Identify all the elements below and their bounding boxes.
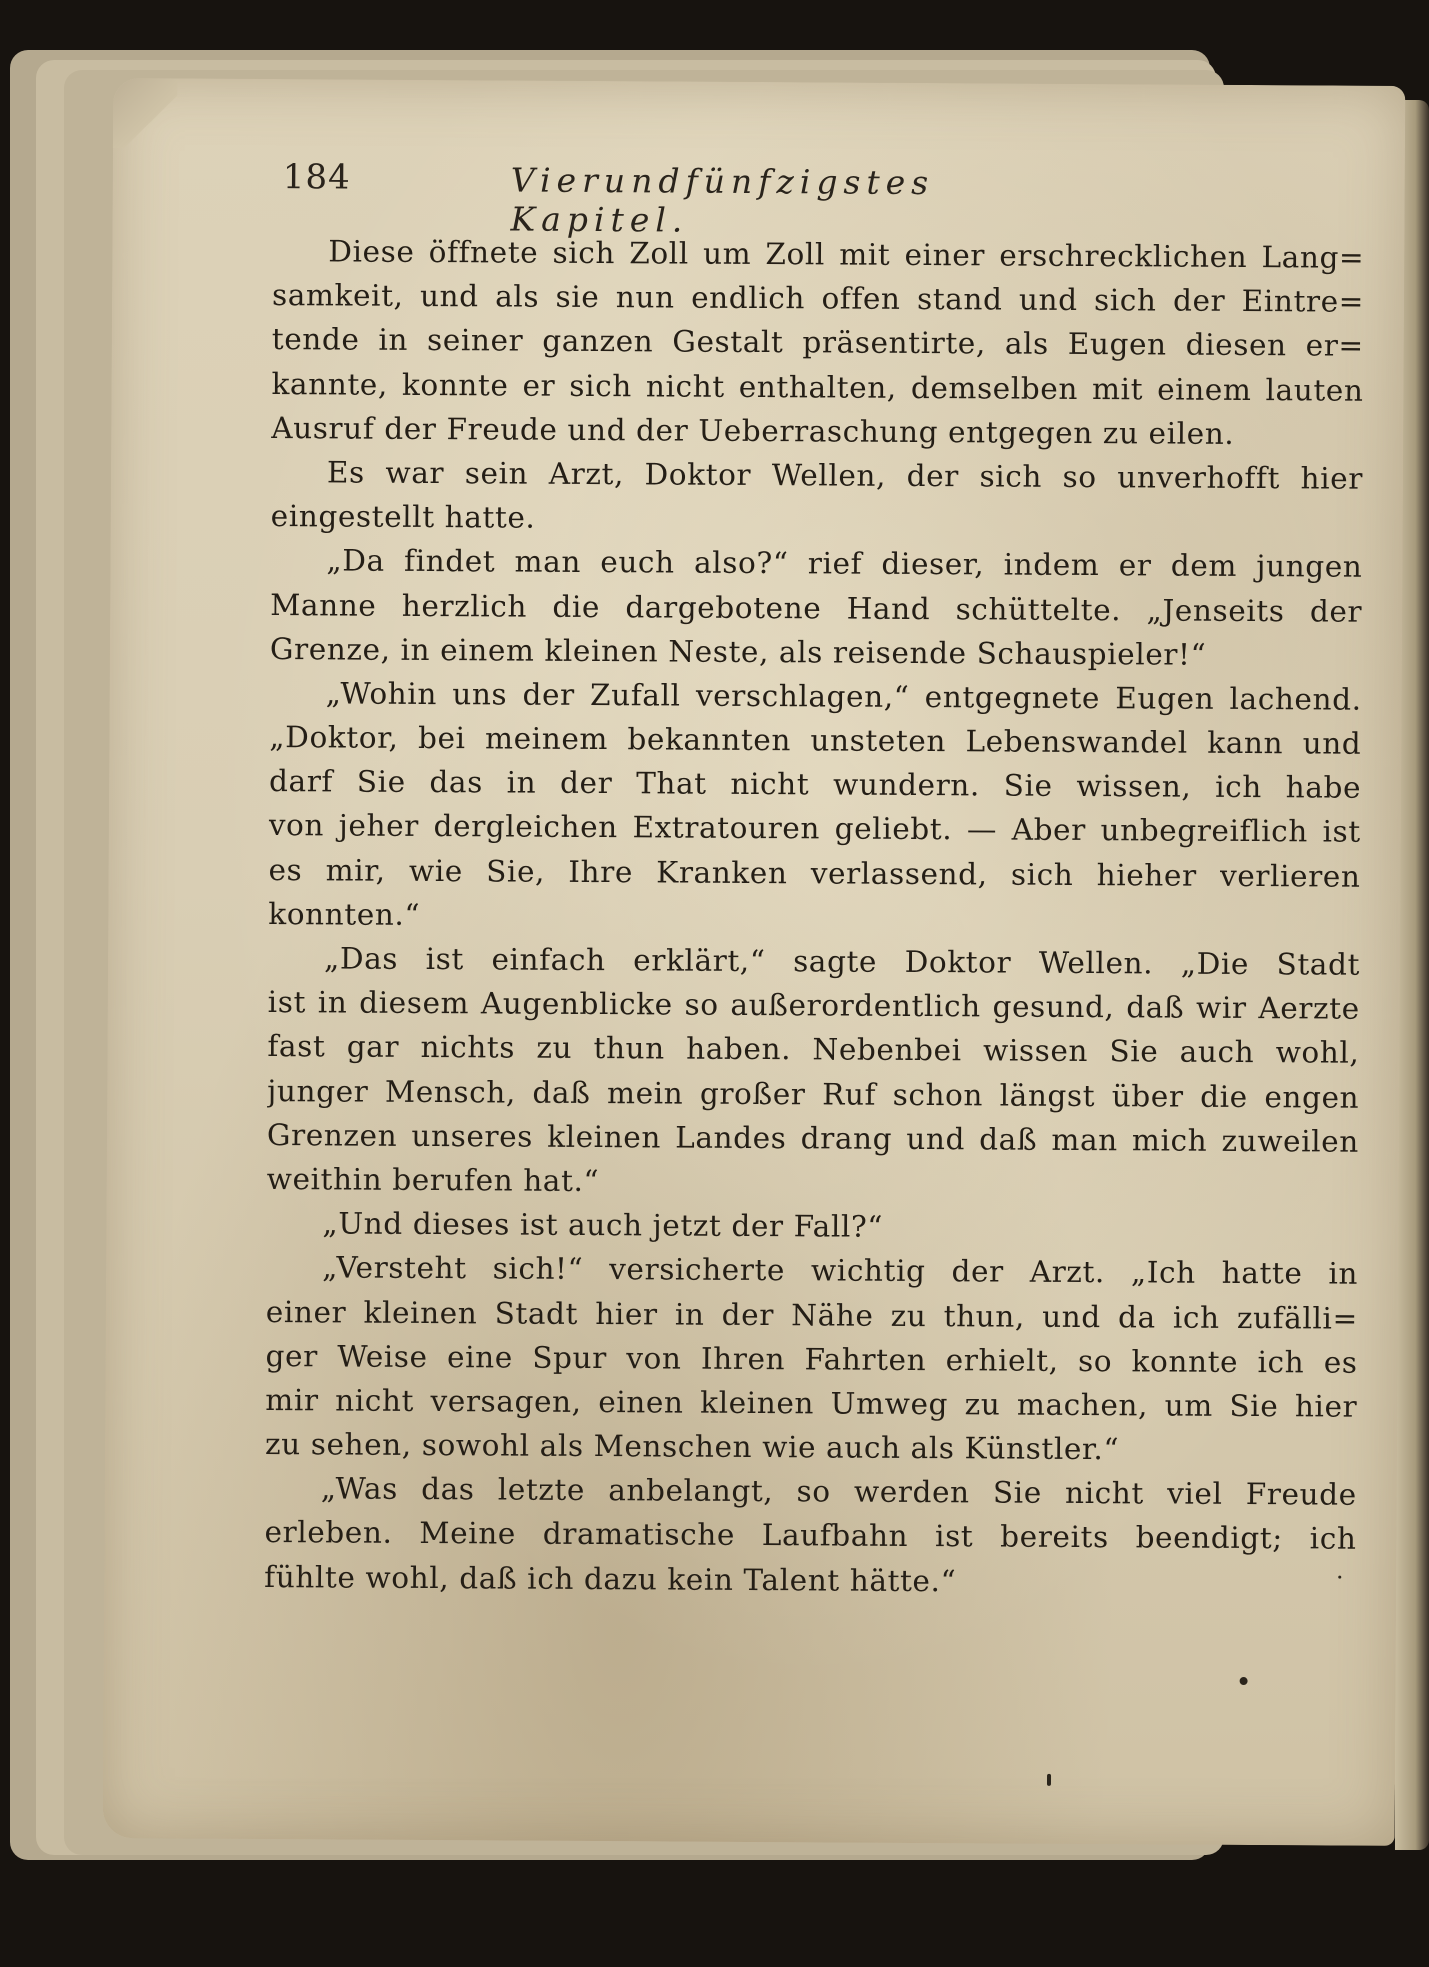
text-line: fühlte wohl, daß ich dazu kein Talent hätte.“	[264, 1559, 957, 1598]
body-text	[264, 229, 1364, 1605]
text-line: „Da findet man euch also?“ rief dieser, indem er dem jungen	[326, 543, 1363, 585]
text-line: Diese öffnete sich Zoll um Zoll mit einer erschrecklichen Lang=	[328, 234, 1365, 275]
page-number: 184	[282, 157, 351, 198]
text-line: tende in seiner ganzen Gestalt präsentirte, als Eugen diesen er=	[271, 322, 1364, 364]
text-line: Grenze, in einem kleinen Neste, als reisende Schauspieler!“	[269, 631, 1207, 672]
text-line: zu sehen, sowohl als Menschen wie auch als Künstler.“	[264, 1427, 1120, 1467]
ink-speck	[1047, 1774, 1051, 1786]
text-line: weithin berufen hat.“	[266, 1161, 600, 1198]
text-line: „Doktor, bei meinem bekannten unsteten Lebenswandel kann und	[269, 720, 1362, 761]
text-line: samkeit, und als sie nun endlich offen stand und sich der Eintre=	[271, 278, 1365, 319]
page-header	[282, 157, 1043, 240]
text-line: „Und dieses ist auch jetzt der Fall?“	[322, 1206, 884, 1244]
text-line: mir nicht versagen, einen kleinen Umweg zu machen, um Sie hier	[265, 1382, 1358, 1424]
text-line: Ausruf der Freude und der Ueberraschung entgegen zu eilen.	[271, 410, 1235, 451]
text-line: ist in diesem Augenblicke so außerordentlich gesund, daß wir Aerzte	[267, 985, 1360, 1026]
text-line: kannte, konnte er sich nicht enthalten, demselben mit einem lauten	[271, 366, 1364, 408]
text-line: „Versteht sich!“ versicherte wichtig der Arzt. „Ich hatte in	[322, 1250, 1359, 1292]
text-line: junger Mensch, daß mein großer Ruf schon längst über die engen	[267, 1073, 1360, 1115]
text-line: konnten.“	[268, 896, 421, 932]
text-line: eingestellt hatte.	[270, 499, 536, 535]
text-line: Es war sein Arzt, Doktor Wellen, der sich so unverhofft hier	[326, 455, 1364, 496]
text-line: „Das ist einfach erklärt,“ sagte Doktor Wellen. „Die Stadt	[323, 941, 1361, 982]
text-line: Grenzen unseres kleinen Landes drang und daß man mich zuweilen	[266, 1117, 1360, 1159]
ink-speck	[1240, 1677, 1248, 1685]
text-line: Manne herzlich die dargebotene Hand schüttelte. „Jenseits der	[270, 587, 1363, 629]
text-line: erleben. Meine dramatische Laufbahn ist bereits beendigt; ich	[264, 1515, 1357, 1557]
dog-ear-fold	[113, 78, 177, 148]
text-line: es mir, wie Sie, Ihre Kranken verlassend, sich hieher verlieren	[268, 852, 1361, 894]
text-line: „Was das letzte anbelangt, so werden Sie nicht viel Freude	[320, 1471, 1357, 1512]
text-line: ger Weise eine Spur von Ihren Fahrten erhielt, so konnte ich es	[265, 1338, 1358, 1380]
text-line: fast gar nichts zu thun haben. Nebenbei wissen Sie auch wohl,	[267, 1029, 1360, 1071]
running-head: Vierundfünfzigstes Kapitel.	[510, 160, 935, 240]
book-page	[103, 78, 1406, 1846]
text-line: einer kleinen Stadt hier in der Nähe zu thun, und da ich zufälli=	[265, 1294, 1358, 1336]
text-line: von jeher dergleichen Extratouren geliebt. — Aber unbegreiflich ist	[268, 808, 1361, 850]
text-line: „Wohin uns der Zufall verschlagen,“ entgegnete Eugen lachend.	[325, 676, 1362, 717]
text-line: darf Sie das in der That nicht wundern. Sie wissen, ich habe	[268, 764, 1362, 805]
ink-speck	[1338, 1576, 1341, 1579]
